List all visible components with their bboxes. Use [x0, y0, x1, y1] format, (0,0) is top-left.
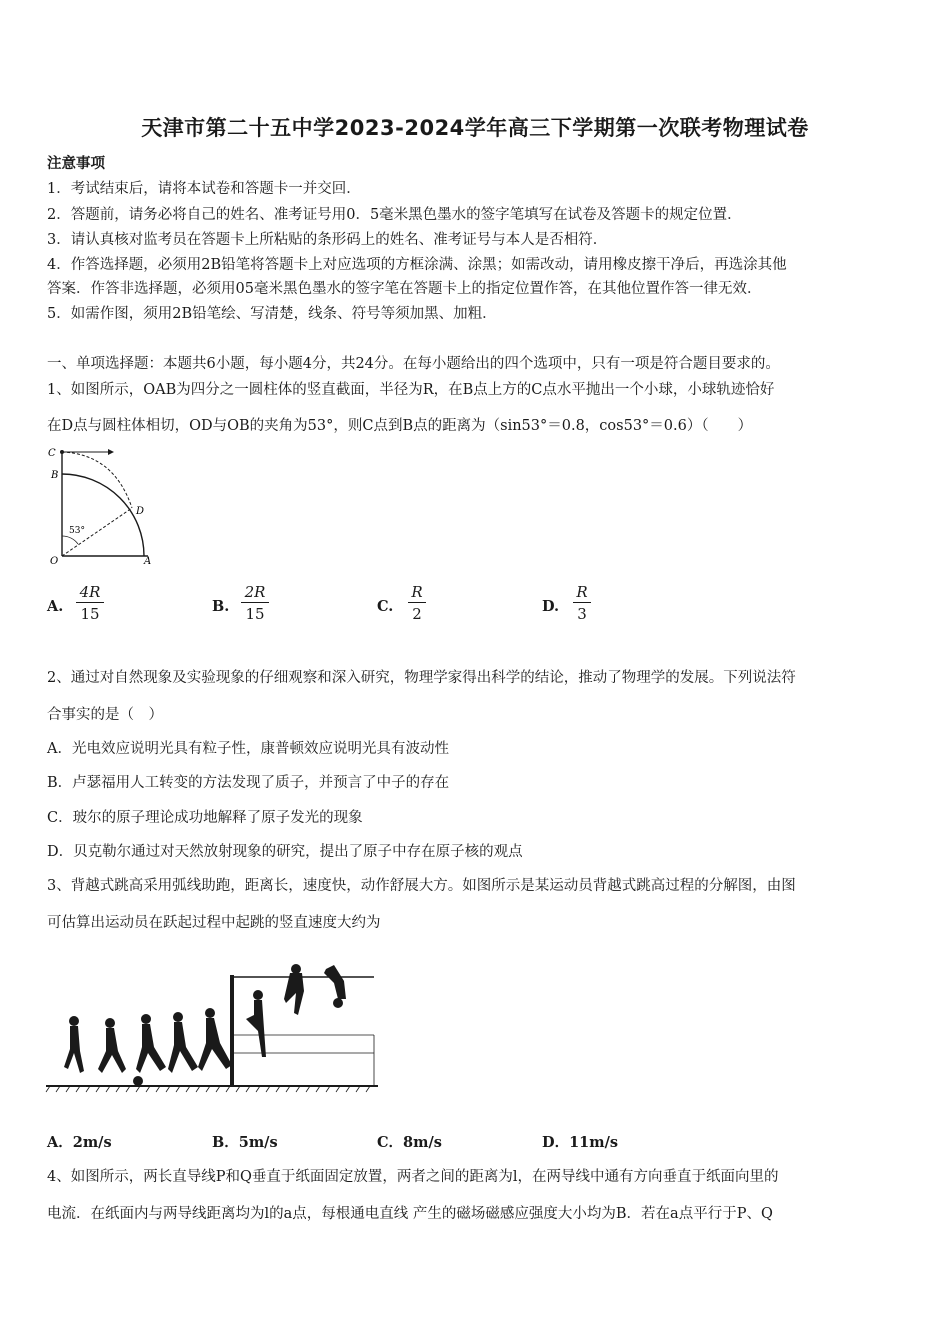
- section-heading: 一、单项选择题：本题共6小题，每小题4分，共24分。在每小题给出的四个选项中，只有一项是符合题目要求的。: [47, 356, 780, 372]
- q3-option-b[interactable]: B．5m/s: [212, 1134, 278, 1151]
- notice-item: 5．如需作图，须用2B铅笔绘、写清楚，线条、符号等须加黑、加粗．: [47, 306, 497, 322]
- notice-item: 答案．作答非选择题，必须用05毫米黑色墨水的签字笔在答题卡上的指定位置作答，在其他位置作答一律无效．: [47, 281, 762, 297]
- exam-title: 天津市第二十五中学2023-2024学年高三下学期第一次联考物理试卷: [141, 116, 809, 140]
- q3-high-jump-figure: [44, 955, 380, 1095]
- point-c: [60, 450, 64, 454]
- notice-item: 1．考试结束后，请将本试卷和答题卡一并交回．: [47, 181, 361, 197]
- q2-option-a[interactable]: A．光电效应说明光具有粒子性，康普顿效应说明光具有波动性: [47, 741, 449, 757]
- quarter-arc: [62, 474, 144, 556]
- q1-quarter-cylinder-figure: [44, 444, 164, 568]
- arrow-head: [108, 449, 114, 455]
- fraction: 2R 15: [240, 582, 270, 625]
- q2-option-b[interactable]: B．卢瑟福用人工转变的方法发现了质子，并预言了中子的存在: [47, 775, 450, 791]
- jump-standard: [230, 975, 234, 1086]
- q4-stem-line2: 电流．在纸面内与两导线距离均为l的a点，每根通电直线 产生的磁场磁感应强度大小均为B．若在a点平行于P、Q: [47, 1206, 773, 1222]
- notice-item: 2．答题前，请务必将自己的姓名、准考证号用0．5毫米黑色墨水的签字笔填写在试卷及答题卡的规定位置．: [47, 207, 742, 223]
- q1-options: A. 4R 15 B. 2R 15 C. R 2 D. R 3: [47, 582, 667, 626]
- ball: [133, 1076, 143, 1086]
- q3-option-c[interactable]: C．8m/s: [377, 1134, 442, 1151]
- angle-label: 53°: [69, 526, 85, 536]
- q2-option-d[interactable]: D．贝克勒尔通过对天然放射现象的研究，提出了原子中存在原子核的观点: [47, 844, 523, 860]
- athlete-sequence: [64, 964, 346, 1086]
- q4-stem-line1: 4、如图所示，两长直导线P和Q垂直于纸面固定放置，两者之间的距离为l，在两导线中通有方向垂直于纸面向里的: [47, 1169, 779, 1185]
- fraction: 4R 15: [75, 582, 105, 625]
- q1-stem-line1: 1、如图所示，OAB为四分之一圆柱体的竖直截面，半径为R，在B点上方的C点水平抛出一个小球，小球轨迹恰好: [47, 382, 775, 398]
- q2-stem-line1: 2、通过对自然现象及实验现象的仔细观察和深入研究，物理学家得出科学的结论，推动了物理学的发展。下列说法符: [47, 670, 796, 686]
- q2-stem-line2: 合事实的是（ ）: [47, 707, 163, 723]
- q3-stem-line2: 可估算出运动员在跃起过程中起跳的竖直速度大约为: [47, 915, 381, 931]
- notice-item: 3．请认真核对监考员在答题卡上所粘贴的条形码上的姓名、准考证号与本人是否相符．: [47, 232, 608, 248]
- angle-arc: [62, 536, 78, 544]
- label-a: A: [144, 556, 152, 567]
- notice-heading: 注意事项: [47, 155, 105, 172]
- label-c: C: [48, 448, 56, 459]
- label-d: D: [136, 506, 145, 517]
- label-b: B: [51, 470, 59, 481]
- label-o: O: [50, 556, 59, 567]
- q1-stem-line2: 在D点与圆柱体相切，OD与OB的夹角为53°，则C点到B点的距离为（sin53°＝0.8，cos53°＝0.6）（ ）: [47, 418, 753, 434]
- q3-option-d[interactable]: D．11m/s: [542, 1134, 619, 1151]
- q3-stem-line1: 3、背越式跳高采用弧线助跑，距离长，速度快，动作舒展大方。如图所示是某运动员背越式跳高过程的分解图，由图: [47, 878, 796, 894]
- q2-option-c[interactable]: C．玻尔的原子理论成功地解释了原子发光的现象: [47, 810, 363, 826]
- q3-option-a[interactable]: A．2m/s: [47, 1134, 112, 1151]
- fraction: R 2: [407, 582, 427, 625]
- fraction: R 3: [572, 582, 592, 625]
- notice-item: 4．作答选择题，必须用2B铅笔将答题卡上对应选项的方框涂满、涂黑；如需改动，请用橡皮擦干净后，再选涂其他: [47, 257, 787, 273]
